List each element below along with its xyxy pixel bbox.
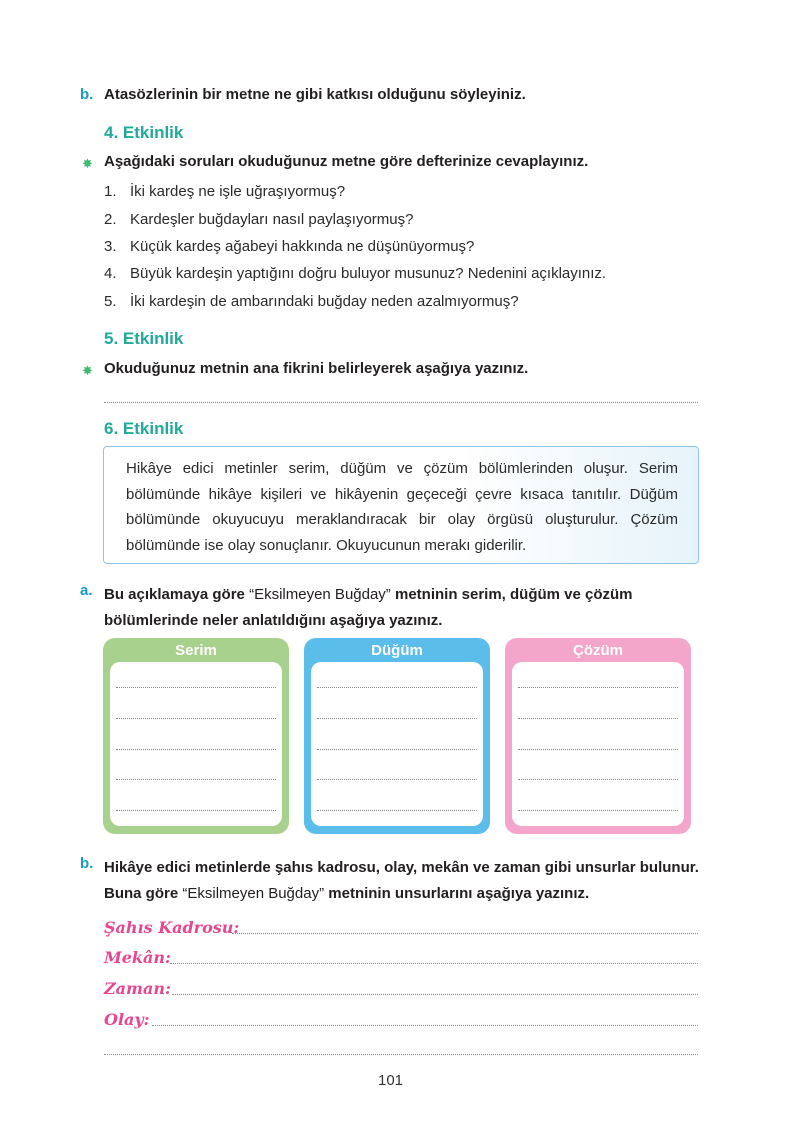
question-letter: b.	[80, 855, 94, 872]
answer-line[interactable]	[172, 994, 698, 995]
activity-5-title: 5. Etkinlik	[104, 329, 184, 348]
page-number: 101	[378, 1072, 404, 1089]
answer-line[interactable]	[104, 1054, 698, 1055]
card-answer-area[interactable]	[311, 662, 483, 826]
dugum-card	[304, 638, 490, 834]
card-answer-area[interactable]	[110, 662, 282, 826]
card-title: Düğüm	[371, 642, 423, 659]
cozum-card	[505, 638, 691, 834]
activity-4-instruction: Aşağıdaki soruları okuduğunuz metne göre defterinize cevaplayınız.	[104, 153, 589, 170]
answer-line[interactable]	[152, 1025, 698, 1026]
list-item: 2. Kardeşler buğdayları nasıl paylaşıyormuş?	[104, 211, 414, 228]
star-bullet-icon: ✸	[82, 363, 93, 378]
activity-5-instruction: Okuduğunuz metnin ana fikrini belirleyerek aşağıya yazınız.	[104, 360, 529, 377]
answer-line[interactable]	[170, 963, 698, 964]
question-a-text: Bu açıklamaya göre “Eksilmeyen Buğday” metninin serim, düğüm ve çözüm bölümlerinde neler anlatıldığını aşağıya yazınız.	[104, 586, 633, 629]
field-label-olay: Olay:	[104, 1010, 150, 1029]
activity-6-title: 6. Etkinlik	[104, 419, 184, 438]
serim-card	[103, 638, 289, 834]
list-item: 1. İki kardeş ne işle uğraşıyormuş?	[104, 183, 346, 200]
question-b-top	[80, 86, 93, 104]
list-item: 5. İki kardeşin de ambarındaki buğday neden azalmıyormuş?	[104, 293, 519, 310]
question-b-text: Hikâye edici metinlerde şahıs kadrosu, olay, mekân ve zaman gibi unsurlar bulunur. Buna göre “Eksilmeyen Buğday” metninin unsurlarını aşağıya yazınız.	[104, 859, 699, 902]
question-letter: b.	[80, 86, 94, 103]
activity-4-title: 4. Etkinlik	[104, 123, 184, 142]
field-label-zaman: Zaman:	[104, 979, 171, 998]
star-bullet-icon: ✸	[82, 156, 93, 171]
field-label-sahis-kadrosu: Şahıs Kadrosu:	[104, 918, 240, 937]
card-title: Çözüm	[573, 642, 623, 659]
field-label-mekan: Mekân:	[104, 948, 171, 967]
list-item: 4. Büyük kardeşin yaptığını doğru buluyor musunuz? Nedenini açıklayınız.	[104, 265, 607, 282]
answer-line[interactable]	[232, 933, 698, 934]
question-text: Atasözlerinin bir metne ne gibi katkısı olduğunu söyleyiniz.	[104, 86, 526, 103]
list-item: 3. Küçük kardeş ağabeyi hakkında ne düşünüyormuş?	[104, 238, 475, 255]
info-box	[103, 446, 699, 564]
info-text: Hikâye edici metinler serim, düğüm ve çözüm bölümlerinden oluşur. Serim bölümünde hikâye kişileri ve hikâyenin geçeceği çevre kısaca tanıtılır. Düğüm bölümünde okuyucuyu meraklandıracak bir olay örgüsü oluşturulur. Çözüm bölümünde ise olay sonuçlanır. Okuyucunun merakı giderilir.	[126, 460, 678, 554]
question-letter: a.	[80, 582, 93, 599]
card-answer-area[interactable]	[512, 662, 684, 826]
answer-line[interactable]	[104, 402, 698, 403]
card-title: Serim	[175, 642, 217, 659]
